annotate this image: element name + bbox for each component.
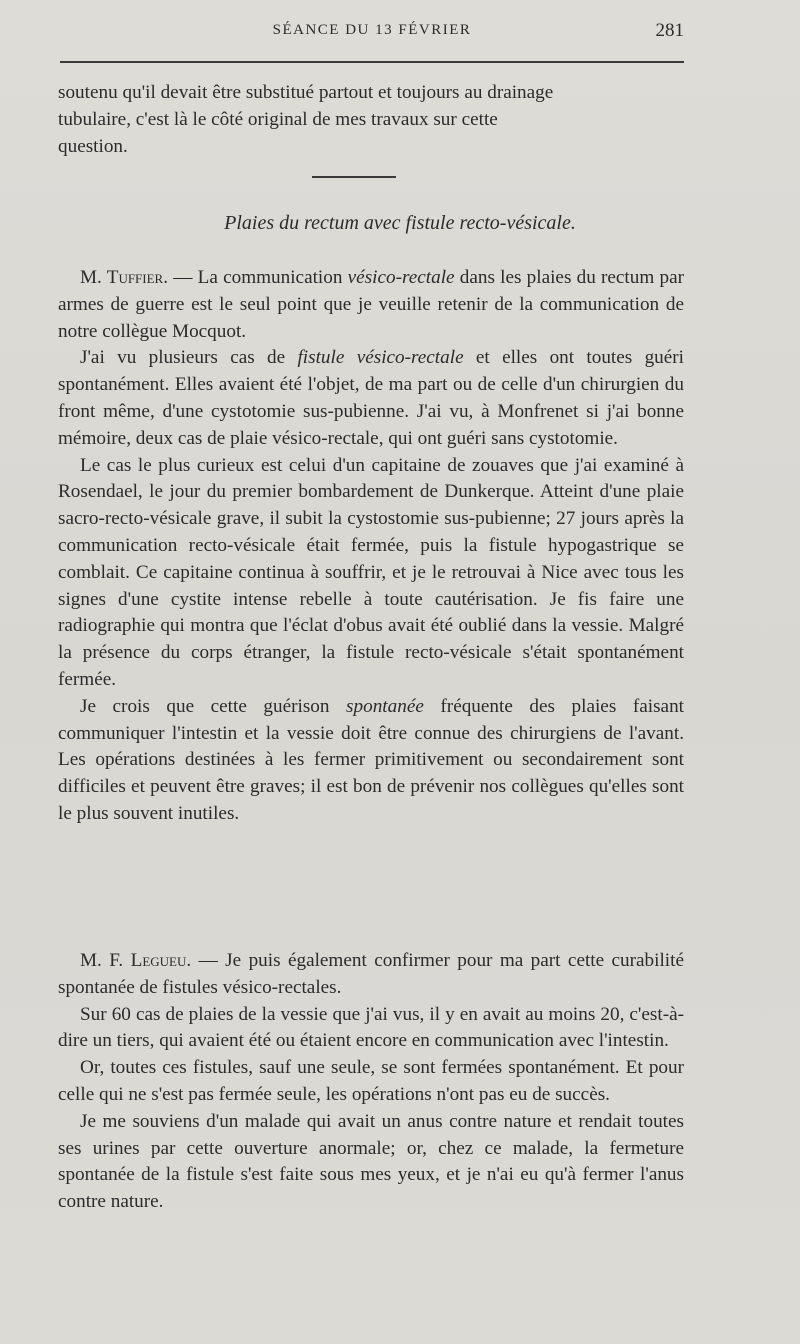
text-run: J'ai vu plusieurs cas de [80, 347, 298, 369]
section-separator [312, 176, 396, 178]
legueu-paragraph-3: Or, toutes ces fistules, sauf une seule, se sont fermées spontanément. Et pour celle qui ne s'est pas fermée seule, les opérations n'ont pas eu de succès. [58, 1057, 684, 1105]
speaker-legueu: M. F. Legueu. [80, 950, 192, 971]
legueu-block [58, 948, 684, 1216]
text-run: dans les plaies du rectum par armes de guerre est le seul point que je veuille retenir de la communication de notre collègue Mocquot. [58, 267, 684, 342]
speaker-tuffier: M. Tuffier. [80, 267, 169, 288]
text-run: — La communication [168, 267, 348, 288]
intro-line-3: question. [58, 135, 128, 157]
text-run: fréquente des plaies faisant communiquer l'intestin et la vessie doit être connue des chirurgiens de l'avant. Les opérations destinées à les fermer primitivement ou secondairement sont difficiles et peuvent être graves; il est bon de prévenir nos collègues qu'elles sont le plus souvent inutiles. [58, 695, 684, 824]
running-title: SÉANCE DU 13 FÉVRIER [272, 22, 472, 38]
italic-term: spontanée [346, 695, 424, 717]
intro-line-1: soutenu qu'il devait être substitué partout et toujours au drainage [58, 82, 554, 103]
text-run: — Je puis également confirmer pour ma part cette curabilité spontanée de fistules vésico-rectales. [58, 950, 684, 998]
intro-line-2: tubulaire, c'est là le côté original de mes travaux sur cette [58, 108, 498, 130]
tuffier-paragraph-1 [58, 265, 684, 345]
header-rule [60, 61, 684, 63]
tuffier-block [58, 265, 684, 828]
tuffier-paragraph-3: Le cas le plus curieux est celui d'un capitaine de zouaves que j'ai examiné à Rosendael, le jour du premier bombardement de Dunkerque. Atteint d'une plaie sacro-recto-vésicale grave, il subit la cystostomie sus-pubienne; 27 jours après la communication recto-vésicale était fermée, puis la fistule hypogastrique se comblait. Ce capitaine continua à souffrir, et je le retrouvai à Nice avec tous les signes d'une cystite intense rebelle à toute cautérisation. Je fis faire une radiographie qui montra que l'éclat d'obus avait été oublié dans la vessie. Malgré la présence du corps étranger, la fistule recto-vésicale s'était spontanément fermée. [58, 454, 684, 690]
section-title: Plaies du rectum avec fistule recto-vésicale. [224, 212, 576, 234]
intro-paragraph [58, 80, 684, 160]
legueu-paragraph-4: Je me souviens d'un malade qui avait un anus contre nature et rendait toutes ses urines par cette ouverture anormale; or, chez ce malade, la fermeture spontanée de la fistule s'est faite sous mes yeux, et je n'ai eu qu'à fermer l'anus contre nature. [58, 1110, 684, 1213]
tuffier-paragraph-4 [58, 694, 684, 828]
running-head [60, 20, 684, 44]
text-run: Je crois que cette guérison [80, 695, 347, 717]
legueu-paragraph-1 [58, 948, 684, 1002]
tuffier-paragraph-2 [58, 345, 684, 452]
legueu-paragraph-2: Sur 60 cas de plaies de la vessie que j'ai vus, il y en avait au moins 20, c'est-à-dire un tiers, qui avaient été ou étaient encore en communication avec l'intestin. [58, 1003, 684, 1052]
italic-term: fistule vésico-rectale [297, 347, 464, 369]
text-run: et elles ont toutes guéri spontanément. Elles avaient été l'objet, de ma part ou de celle d'un chirurgien du front même, d'une cystotomie sus-pubienne. J'ai vu, à Monfrenet si j'ai bonne mémoire, deux cas de plaie vésico-rectale, qui ont guéri sans cystotomie. [58, 347, 684, 449]
page-number: 281 [655, 20, 684, 41]
italic-term: vésico-rectale [347, 267, 455, 288]
